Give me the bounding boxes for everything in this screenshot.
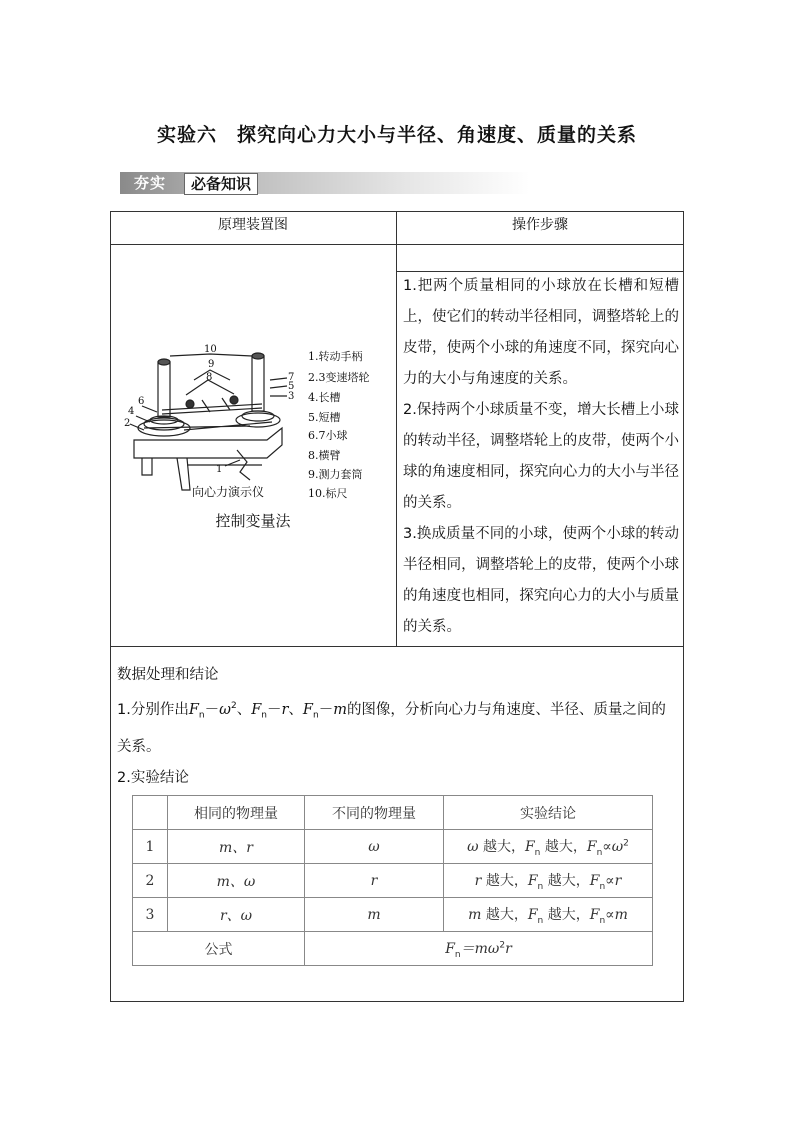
fig-num-8: 8 — [206, 372, 213, 383]
formula-label: 公式 — [133, 932, 305, 966]
results-header-diff: 不同的物理量 — [305, 796, 444, 830]
concl-sub: n — [537, 915, 544, 926]
concl-sub2: n — [599, 915, 606, 926]
concl-tail: ∝r — [605, 872, 622, 889]
item1-F2: F — [251, 701, 262, 718]
method-label: 控制变量法 — [215, 512, 291, 530]
results-header-row — [133, 796, 653, 830]
row-same: m、ω — [168, 864, 305, 898]
data-item-1 — [117, 691, 677, 763]
section-banner — [120, 172, 530, 194]
concl-mid2: 越大， — [540, 838, 587, 855]
formula-eq: ＝mω — [460, 940, 500, 957]
row-conclusion — [444, 898, 653, 932]
legend-1: 1.转动手柄 — [308, 350, 363, 363]
formula-row — [133, 932, 653, 966]
table-row — [133, 830, 653, 864]
steps-list — [403, 271, 679, 643]
item1-sub2: n — [261, 710, 267, 721]
fig-num-10: 10 — [204, 344, 217, 355]
item1-F3: F — [302, 701, 313, 718]
row-conclusion — [444, 830, 653, 864]
data-heading: 数据处理和结论 — [117, 667, 219, 683]
concl-var: ω — [467, 838, 479, 855]
step-1: 1.把两个质量相同的小球放在长槽和短槽上，使它们的转动半径相同，调整塔轮上的皮带，使两个小球的角速度不同，探究向心力的大小与角速度的关系。 — [403, 278, 679, 387]
formula-F: F — [445, 940, 455, 957]
fig-caption: 向心力演示仪 — [192, 485, 265, 499]
item1-suffix: 的图像，分析向心力与角速度、半径、质量之间的关系。 — [117, 701, 666, 755]
section-divider — [110, 646, 684, 647]
concl-F: F — [527, 906, 538, 923]
concl-F: F — [524, 838, 535, 855]
item1-prefix: 1.分别作出 — [117, 701, 189, 718]
item1-dash-3: － — [318, 701, 334, 718]
row-same: r、ω — [168, 898, 305, 932]
item1-omega: ω — [219, 701, 231, 718]
concl-tail: ∝ω — [602, 838, 624, 855]
title-part1: 实验六 — [156, 124, 217, 146]
page-title — [0, 120, 794, 147]
item1-sq: 2 — [230, 701, 237, 711]
concl-F2: F — [589, 872, 600, 889]
formula-sup: 2 — [499, 939, 506, 950]
concl-mid2: 越大， — [543, 906, 590, 923]
data-section — [117, 660, 677, 794]
item1-F: F — [188, 701, 199, 718]
item1-sub: n — [198, 710, 205, 721]
legend-2: 2.3变速塔轮 — [308, 371, 370, 384]
row-no: 1 — [133, 830, 168, 864]
item1-r: r — [281, 701, 289, 718]
row-same: m、r — [168, 830, 305, 864]
row-diff: m — [305, 898, 444, 932]
concl-F2: F — [586, 838, 597, 855]
header-principle: 原理装置图 — [218, 217, 288, 233]
concl-sub2: n — [596, 847, 603, 858]
row-conclusion — [444, 864, 653, 898]
item1-dash-2: － — [266, 701, 282, 718]
item1-dash-1: － — [204, 701, 220, 718]
fig-num-1: 1 — [216, 464, 223, 475]
concl-mid: 越大， — [481, 872, 528, 889]
row-no: 3 — [133, 898, 168, 932]
concl-mid: 越大， — [478, 838, 525, 855]
concl-mid: 越大， — [481, 906, 528, 923]
fig-num-5: 5 — [288, 381, 295, 392]
step-3: 3.换成质量不同的小球，使两个小球的转动半径相同，调整塔轮上的皮带，使两个小球的角速度也相同，探究向心力的大小与质量的关系。 — [403, 526, 679, 635]
concl-mid2: 越大， — [543, 872, 590, 889]
results-header-conclusion: 实验结论 — [444, 796, 653, 830]
table-row — [133, 864, 653, 898]
table-row — [133, 898, 653, 932]
item1-sep-2: 、 — [288, 701, 303, 718]
concl-var: m — [468, 906, 482, 923]
legend-3: 4.长槽 — [308, 391, 341, 404]
row-diff: r — [305, 864, 444, 898]
results-table — [132, 795, 653, 966]
step-2: 2.保持两个小球质量不变，增大长槽上小球的转动半径，调整塔轮上的皮带，使两个小球的角速度相同，探究向心力的大小与半径的关系。 — [403, 402, 679, 511]
concl-sub2: n — [599, 881, 606, 892]
results-header-same: 相同的物理量 — [168, 796, 305, 830]
results-header-0 — [133, 796, 168, 830]
legend-6: 8.横臂 — [308, 449, 341, 462]
item1-sub3: n — [312, 710, 319, 721]
row-no: 2 — [133, 864, 168, 898]
banner-tag-2: 必备知识 — [184, 173, 258, 195]
item1-sep-1: 、 — [236, 701, 252, 718]
fig-num-2: 2 — [124, 418, 131, 429]
concl-sub: n — [537, 881, 544, 892]
concl-F2: F — [589, 906, 600, 923]
concl-var: r — [474, 872, 482, 889]
legend-4: 5.短槽 — [308, 411, 341, 424]
row-diff: ω — [305, 830, 444, 864]
fig-num-3: 3 — [288, 391, 295, 402]
legend-5: 6.7小球 — [308, 429, 348, 442]
fig-num-6: 6 — [138, 396, 145, 407]
formula-r: r — [505, 940, 512, 957]
title-part2: 探究向心力大小与半径、角速度、质量的关系 — [237, 124, 638, 146]
fig-num-9: 9 — [208, 359, 215, 370]
fig-num-7: 7 — [288, 372, 295, 383]
column-divider — [396, 211, 397, 646]
header-divider — [110, 244, 684, 245]
concl-tail: ∝m — [605, 906, 628, 923]
concl-F: F — [527, 872, 538, 889]
data-item-2: 2.实验结论 — [117, 769, 189, 786]
concl-sub: n — [534, 847, 541, 858]
concl-sup: 2 — [623, 837, 629, 848]
apparatus-figure — [122, 340, 392, 510]
banner-tag-1: 夯实 — [134, 174, 167, 192]
fig-num-4: 4 — [128, 406, 135, 417]
formula-value — [305, 932, 653, 966]
header-steps: 操作步骤 — [512, 217, 568, 233]
item1-m: m — [333, 701, 347, 718]
formula-sub: n — [454, 949, 461, 960]
legend-7: 9.测力套筒 — [308, 468, 363, 481]
legend-8: 10.标尺 — [308, 487, 348, 500]
